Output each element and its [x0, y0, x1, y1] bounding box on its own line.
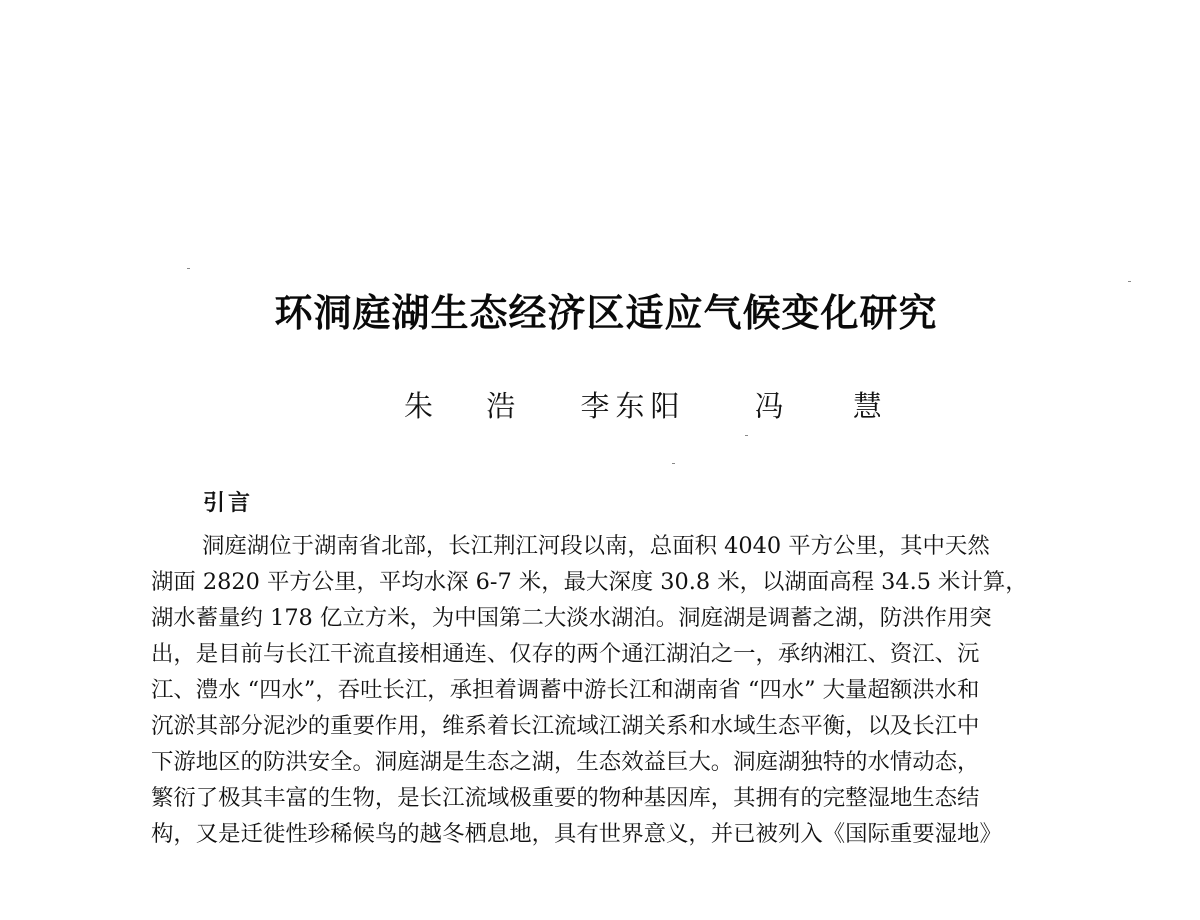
scan-speck	[187, 268, 190, 269]
paragraph-line: 湖水蓄量约 178 亿立方米，为中国第二大淡水湖泊。洞庭湖是调蓄之湖，防洪作用突	[151, 605, 992, 631]
paragraph-line: 湖面 2820 平方公里，平均水深 6-7 米，最大深度 30.8 米，以湖面高程 34.5 米计算，	[151, 569, 1028, 595]
author-name: 朱 浩	[404, 389, 538, 423]
paragraph-line: 江、澧水 “四水”，吞吐长江，承担着调蓄中游长江和湖南省 “四水” 大量超额洪水和	[151, 677, 980, 703]
author-name: 李东阳	[580, 389, 686, 423]
author-list	[404, 384, 912, 424]
paper-title: 环洞庭湖生态经济区适应气候变化研究	[274, 290, 938, 335]
author-name: 冯 慧	[754, 389, 912, 423]
paragraph-line: 出，是目前与长江干流直接相通连、仅存的两个通江湖泊之一，承纳湘江、资江、沅	[151, 641, 980, 667]
paragraph-line: 沉淤其部分泥沙的重要作用，维系着长江流域江湖关系和水域生态平衡，以及长江中	[151, 713, 980, 739]
paragraph-line: 构，又是迁徙性珍稀候鸟的越冬栖息地，具有世界意义，并已被列入《国际重要湿地》	[151, 821, 1002, 847]
paragraph-line: 洞庭湖位于湖南省北部，长江荆江河段以南，总面积 4040 平方公里，其中天然	[202, 533, 990, 559]
paragraph-line: 下游地区的防洪安全。洞庭湖是生态之湖，生态效益巨大。洞庭湖独特的水情动态，	[151, 749, 980, 775]
paragraph-line: 繁衍了极其丰富的生物，是长江流域极重要的物种基因库，其拥有的完整湿地生态结	[151, 785, 980, 811]
section-heading: 引言	[203, 491, 254, 516]
scan-speck	[745, 435, 748, 436]
intro-paragraph	[151, 528, 1063, 852]
scan-speck	[672, 463, 675, 464]
